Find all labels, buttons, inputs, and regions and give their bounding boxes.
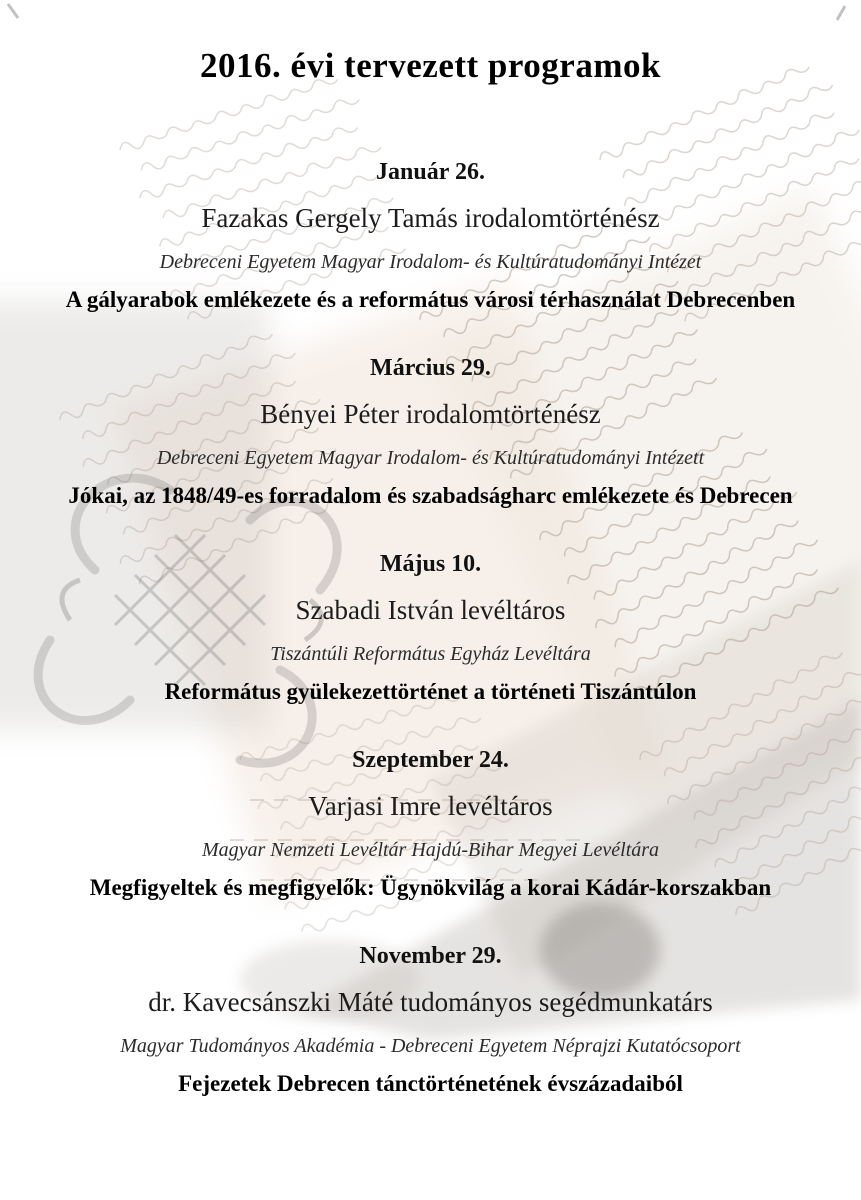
event-date: November 29.	[359, 943, 502, 969]
event-speaker: dr. Kavecsánszki Máté tudományos segédmunkatárs	[148, 987, 713, 1017]
event-block-november	[14, 942, 847, 1098]
event-institution: Tiszántúli Református Egyház Levéltára	[270, 643, 591, 665]
event-date: Szeptember 24.	[352, 747, 509, 773]
event-block-january	[14, 158, 847, 314]
event-block-may	[14, 550, 847, 706]
event-speaker: Varjasi Imre levéltáros	[308, 791, 553, 821]
event-date: Március 29.	[370, 355, 491, 381]
event-block-september	[14, 746, 847, 902]
event-institution: Debreceni Egyetem Magyar Irodalom- és Kultúratudományi Intézet	[159, 251, 702, 273]
event-speaker: Szabadi István levéltáros	[295, 595, 566, 625]
event-talk-title: Fejezetek Debrecen tánctörténetének évszázadaiból	[178, 1071, 683, 1096]
event-date: Január 26.	[376, 159, 485, 185]
event-institution: Debreceni Egyetem Magyar Irodalom- és Kultúratudományi Intézett	[156, 447, 705, 469]
event-speaker: Fazakas Gergely Tamás irodalomtörténész	[201, 203, 660, 233]
event-block-march	[14, 354, 847, 510]
event-talk-title: A gályarabok emlékezete és a református városi térhasználat Debrecenben	[65, 287, 796, 312]
event-date: Május 10.	[379, 551, 482, 577]
event-institution: Magyar Tudományos Akadémia - Debreceni Egyetem Néprajzi Kutatócsoport	[120, 1035, 741, 1057]
event-talk-title: Megfigyeltek és megfigyelők: Ügynökvilág a korai Kádár-korszakban	[89, 875, 772, 900]
event-speaker: Bényei Péter irodalomtörténész	[260, 399, 601, 429]
page-title: 2016. évi tervezett programok	[200, 46, 661, 85]
event-institution: Magyar Nemzeti Levéltár Hajdú-Bihar Megyei Levéltára	[201, 839, 660, 861]
event-talk-title: Jókai, az 1848/49-es forradalom és szabadságharc emlékezete és Debrecen	[68, 483, 793, 508]
event-talk-title: Református gyülekezettörténet a történeti Tiszántúlon	[164, 679, 697, 704]
